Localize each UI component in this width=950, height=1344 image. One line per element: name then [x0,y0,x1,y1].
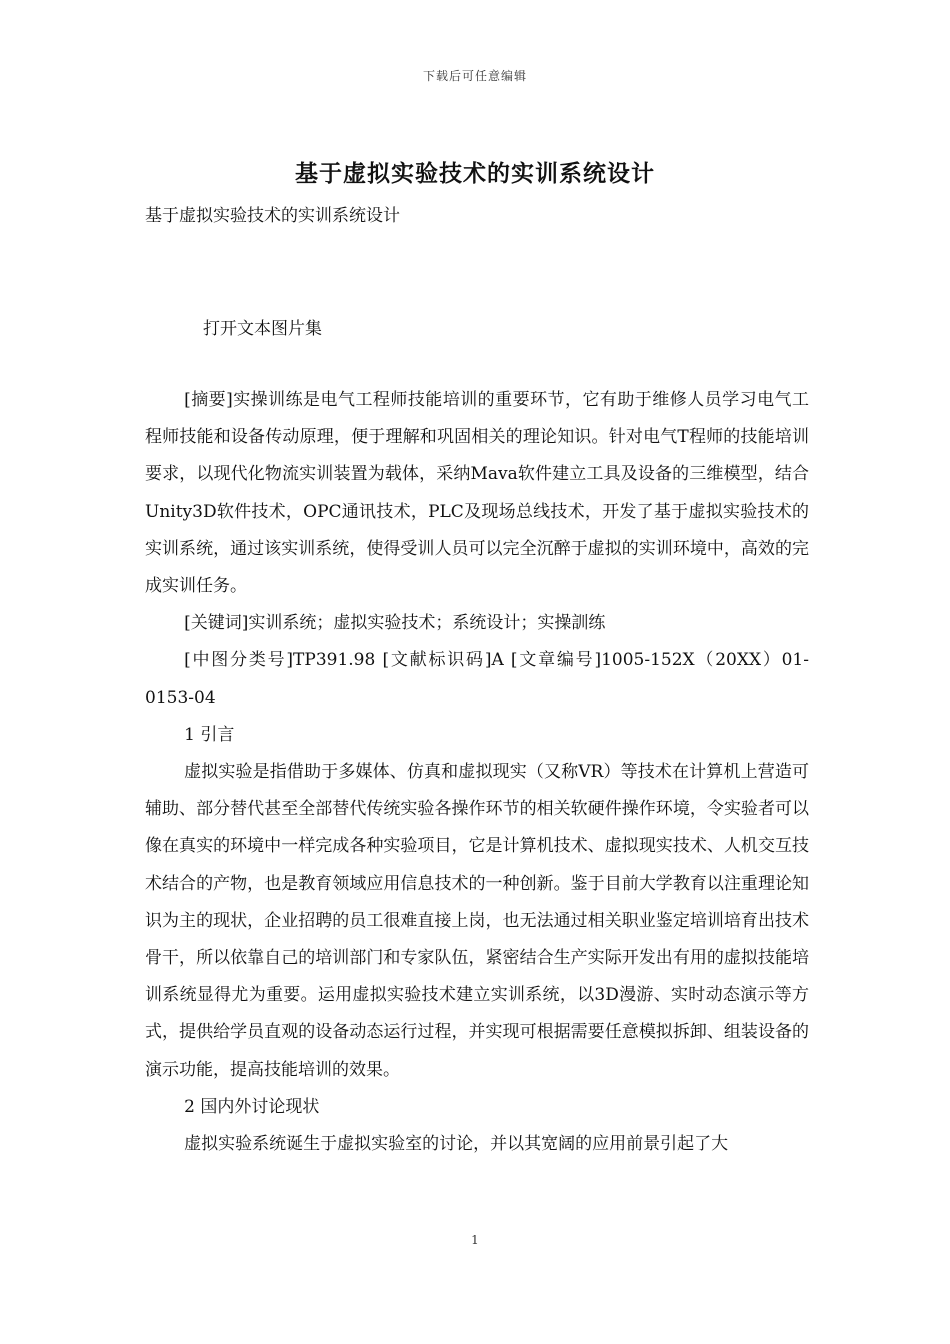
abstract-paragraph: [摘要]实操训练是电气工程师技能培训的重要环节，它有助于维修人员学习电气工程师技能和设备传动原理，便于理解和巩固相关的理论知识。针对电气T程师的技能培训要求，以现代化物流实训装置为载体，采纳Mava软件建立工具及设备的三维模型，结合Unity3D软件技术，OPC通讯技术，PLC及现场总线技术，开发了基于虚拟实验技术的实训系统，通过该实训系统，使得受训人员可以完全沉醉于虚拟的实训环境中，高效的完成实训任务。 [145,390,809,597]
keywords-paragraph: [关键词]实训系统；虚拟实验技术；系统设计；实操訓练 [184,613,606,634]
document-title: 基于虚拟实验技术的实训系统设计 [295,160,655,187]
page-number: 1 [471,1233,479,1247]
intro-paragraph: 虚拟实验是指借助于多媒体、仿真和虚拟现实（又称VR）等技术在计算机上营造可辅助、部分替代甚至全部替代传统实验各操作环节的相关软硬件操作环境，令实验者可以像在真实的环境中一样完成各种实验项目，它是计算机技术、虚拟现实技术、人机交互技术结合的产物，也是教育领域应用信息技术的一种创新。鉴于目前大学教育以注重理论知识为主的现状，企业招聘的员工很难直接上岗，也无法通过相关职业鉴定培训培育出技术骨干，所以依靠自己的培训部门和专家队伍，紧密结合生产实际开发出有用的虚拟技能培训系统显得尤为重要。运用虚拟实验技术建立实训系统，以3D漫游、实时动态演示等方式，提供给学员直观的设备动态运行过程，并实现可根据需要任意模拟拆卸、组装设备的演示功能，提高技能培训的效果。 [145,762,809,1080]
document-subtitle: 基于虚拟实验技术的实训系统设计 [145,206,400,226]
header-note: 下载后可任意编辑 [422,69,527,83]
open-image-set-link[interactable]: 打开文本图片集 [203,319,322,339]
classification-paragraph: [中图分类号]TP391.98 [文献标识码]A [文章编号]1005-152X（20XX）01-0153-04 [145,650,809,708]
status-paragraph: 虚拟实验系统诞生于虚拟实验室的讨论，并以其宽阔的应用前景引起了大 [184,1134,729,1155]
article-body [145,382,809,1163]
section-heading-status: 2 国内外讨论现状 [184,1096,320,1117]
section-heading-intro: 1 引言 [184,724,235,745]
